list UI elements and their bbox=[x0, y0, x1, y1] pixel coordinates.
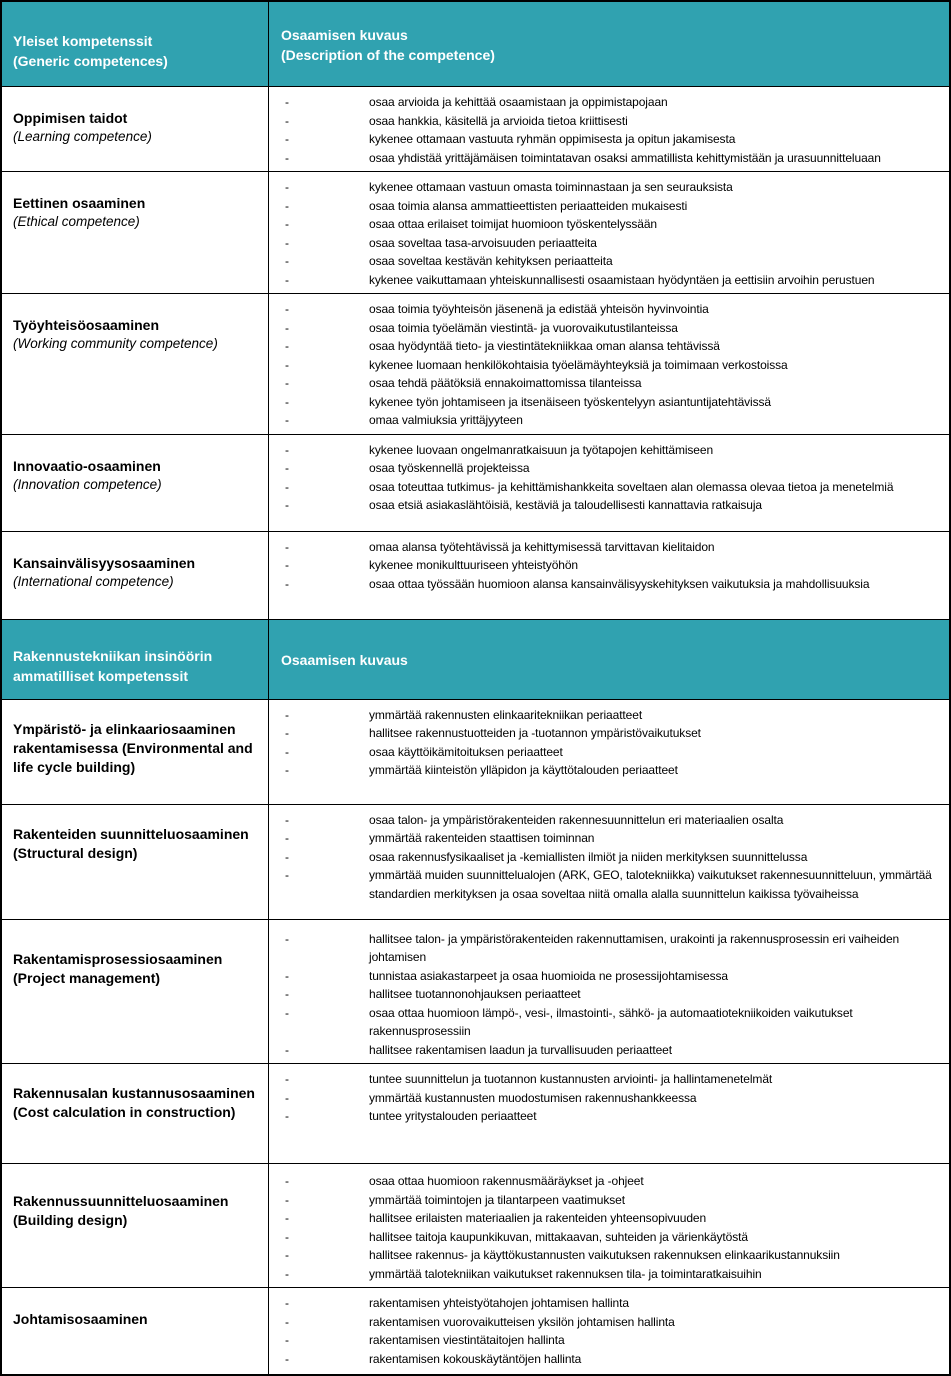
competence-title: Kansainvälisyysosaaminen bbox=[13, 554, 196, 571]
competence-title: Rakennusalan kustannusosaaminen (Cost calculation in construction) bbox=[13, 1085, 255, 1120]
description-cell bbox=[269, 1288, 949, 1374]
row-innovation-competence bbox=[2, 435, 949, 532]
bullet-text: osaa toteuttaa tutkimus- ja kehittämishankkeita soveltaen alan olemassa olevaa tietoa ja menetelmiä bbox=[369, 479, 894, 494]
competence-subtitle: (Ethical competence) bbox=[13, 214, 140, 229]
bullet-dash: - bbox=[285, 763, 289, 777]
bullet-item bbox=[269, 556, 945, 575]
bullet-item bbox=[269, 130, 945, 149]
bullet-text: tuntee suunnittelun ja tuotannon kustannusten arviointi- ja hallintamenetelmät bbox=[369, 1072, 773, 1086]
description-header-cell bbox=[269, 620, 949, 699]
bullet-dash: - bbox=[285, 461, 289, 475]
competence-cell bbox=[2, 435, 269, 531]
header-line: Osaamisen kuvaus bbox=[281, 652, 408, 668]
bullet-dash: - bbox=[285, 1229, 289, 1244]
competence-cell bbox=[2, 1164, 269, 1287]
bullet-text: rakentamisen kokouskäytäntöjen hallinta bbox=[369, 1351, 582, 1366]
competence-subtitle: (Learning competence) bbox=[13, 129, 152, 144]
bullet-dash: - bbox=[285, 539, 289, 554]
description-cell bbox=[269, 805, 949, 919]
bullet-item bbox=[269, 1265, 945, 1284]
bullet-dash: - bbox=[285, 150, 289, 165]
bullet-text: omaa alansa työtehtävissä ja kehittymisessä tarvittavan kielitaidon bbox=[369, 539, 715, 554]
bullet-dash: - bbox=[285, 254, 289, 268]
bullet-text: hallitsee taitoja kaupunkikuvan, mittakaavan, suhteiden ja värienkäytöstä bbox=[369, 1229, 748, 1244]
bullet-text: hallitsee talon- ja ympäristörakenteiden rakennuttamisen, urakointi ja rakennusprosessin eri vaiheiden johtamisen bbox=[369, 931, 900, 964]
bullet-dash: - bbox=[285, 1072, 289, 1086]
bullet-item bbox=[269, 1228, 945, 1247]
bullet-text: osaa ottaa erilaiset toimijat huomioon työskentelyssään bbox=[369, 217, 657, 231]
professional-competences-header-cell bbox=[2, 620, 269, 699]
bullet-item bbox=[269, 252, 945, 271]
bullet-item bbox=[269, 985, 945, 1004]
bullet-item bbox=[269, 271, 945, 290]
bullet-text: ymmärtää rakenteiden staattisen toiminnan bbox=[369, 831, 595, 845]
bullet-item bbox=[269, 1209, 945, 1228]
bullet-dash: - bbox=[285, 339, 289, 353]
bullet-text: osaa soveltaa tasa-arvoisuuden periaatteita bbox=[369, 235, 597, 250]
bullet-text: ymmärtää kustannusten muodostumisen rakennushankkeessa bbox=[369, 1090, 697, 1105]
bullet-dash: - bbox=[285, 442, 289, 457]
bullet-item bbox=[269, 1350, 945, 1369]
bullet-text: hallitsee rakennus- ja käyttökustannusten vaikutuksen rakennuksen elinkaarikustannuksiin bbox=[369, 1248, 840, 1262]
bullet-text: rakentamisen yhteistyötahojen johtamisen hallinta bbox=[369, 1296, 629, 1310]
row-structural-design bbox=[2, 805, 949, 920]
row-project-management bbox=[2, 920, 949, 1065]
bullet-dash: - bbox=[285, 558, 289, 572]
bullet-text: osaa ottaa huomioon rakennusmääräykset ja -ohjeet bbox=[369, 1174, 644, 1188]
competence-cell bbox=[2, 532, 269, 619]
competence-title: Johtamisosaaminen bbox=[13, 1311, 148, 1327]
bullet-item bbox=[269, 848, 945, 867]
description-cell bbox=[269, 294, 949, 434]
row-ethical-competence bbox=[2, 172, 949, 294]
bullet-item bbox=[269, 930, 945, 967]
bullet-text: tuntee yritystalouden periaatteet bbox=[369, 1109, 537, 1123]
bullet-dash: - bbox=[285, 1351, 289, 1366]
bullet-dash: - bbox=[285, 357, 289, 372]
competence-subtitle: (International competence) bbox=[13, 573, 174, 589]
competence-subtitle: (Working community competence) bbox=[13, 336, 218, 351]
bullet-item bbox=[269, 112, 945, 131]
competence-title: Työyhteisöosaaminen bbox=[13, 317, 160, 333]
competence-title: Eettinen osaaminen bbox=[13, 195, 146, 211]
competence-title: Rakennussuunnitteluosaaminen (Building design) bbox=[13, 1193, 229, 1228]
bullet-text: osaa etsiä asiakaslähtöisiä, kestäviä ja taloudellisesti kannattavia ratkaisuja bbox=[369, 498, 762, 512]
row-learning-competence bbox=[2, 87, 949, 172]
bullet-item bbox=[269, 1331, 945, 1350]
bullet-item bbox=[269, 441, 945, 460]
bullet-dash: - bbox=[285, 394, 289, 409]
bullet-item bbox=[269, 1313, 945, 1332]
bullet-item bbox=[269, 743, 945, 762]
description-cell bbox=[269, 700, 949, 804]
competence-cell bbox=[2, 805, 269, 919]
bullet-item bbox=[269, 1294, 945, 1313]
bullet-dash: - bbox=[285, 987, 289, 1001]
bullet-item bbox=[269, 478, 945, 497]
bullet-dash: - bbox=[285, 272, 289, 287]
description-cell bbox=[269, 435, 949, 531]
bullet-item bbox=[269, 178, 945, 197]
bullet-item bbox=[269, 811, 945, 830]
description-cell bbox=[269, 1064, 949, 1163]
bullet-dash: - bbox=[285, 1109, 289, 1123]
bullet-text: osaa tehdä päätöksiä ennakoimattomissa tilanteissa bbox=[369, 376, 642, 390]
row-working-community-competence bbox=[2, 294, 949, 435]
bullet-item bbox=[269, 1172, 945, 1191]
header-line: (Generic competences) bbox=[13, 53, 168, 69]
bullet-item bbox=[269, 1246, 945, 1265]
bullet-text: rakentamisen viestintätaitojen hallinta bbox=[369, 1333, 565, 1347]
competence-title: Ympäristö- ja elinkaariosaaminen rakentamisessa (Environmental and life cycle building) bbox=[13, 720, 253, 775]
bullet-text: hallitsee rakentamisen laadun ja turvallisuuden periaatteet bbox=[369, 1042, 672, 1057]
description-header-cell bbox=[269, 2, 949, 86]
bullet-item bbox=[269, 1070, 945, 1089]
bullet-item bbox=[269, 1004, 945, 1041]
bullet-text: rakentamisen vuorovaikutteisen yksilön johtamisen hallinta bbox=[369, 1314, 675, 1329]
bullet-dash: - bbox=[285, 1296, 289, 1310]
bullet-text: hallitsee tuotannonohjauksen periaatteet bbox=[369, 987, 581, 1001]
bullet-dash: - bbox=[285, 1174, 289, 1188]
bullet-text: ymmärtää muiden suunnittelualojen (ARK, GEO, talotekniikka) vaikutukset rakennesuunnitteluun, ymmärtää standardien merkityksen ja osaa soveltaa niitä omalla alalla suunnittelun kaikissa työvaiheissa bbox=[369, 868, 932, 901]
bullet-text: tunnistaa asiakastarpeet ja osaa huomioida ne prosessijohtamisessa bbox=[369, 968, 728, 983]
professional-competences-header-row bbox=[2, 620, 949, 700]
competence-title: Rakenteiden suunnitteluosaaminen (Structural design) bbox=[13, 825, 249, 861]
row-leadership-competence bbox=[2, 1288, 949, 1374]
bullet-text: osaa hankkia, käsitellä ja arvioida tietoa kriittisesti bbox=[369, 113, 628, 128]
bullet-text: hallitsee erilaisten materiaalien ja rakenteiden yhteensopivuuden bbox=[369, 1211, 707, 1225]
bullet-text: osaa toimia alansa ammattieettisten periaatteiden mukaisesti bbox=[369, 198, 688, 213]
bullet-text: hallitsee rakennustuotteiden ja -tuotannon ympäristövaikutukset bbox=[369, 726, 701, 740]
description-cell bbox=[269, 1164, 949, 1287]
bullet-item bbox=[269, 575, 945, 594]
bullet-dash: - bbox=[285, 1005, 289, 1020]
bullet-text: omaa valmiuksia yrittäjyyteen bbox=[369, 413, 523, 427]
bullet-item bbox=[269, 496, 945, 515]
bullet-item bbox=[269, 374, 945, 393]
row-international-competence bbox=[2, 532, 949, 620]
bullet-item bbox=[269, 215, 945, 234]
bullet-text: kykenee monikulttuuriseen yhteistyöhön bbox=[369, 558, 578, 572]
competence-cell bbox=[2, 920, 269, 1064]
bullet-text: osaa ottaa työssään huomioon alansa kansainvälisyyskehityksen vaikutuksia ja mahdollisuuksia bbox=[369, 576, 870, 591]
bullet-text: osaa talon- ja ympäristörakenteiden rakennesuunnittelun eri materiaalien osalta bbox=[369, 812, 784, 827]
competence-cell bbox=[2, 1288, 269, 1374]
bullet-dash: - bbox=[285, 849, 289, 864]
bullet-item bbox=[269, 1041, 945, 1060]
bullet-dash: - bbox=[285, 831, 289, 845]
header-line: Rakennustekniikan insinöörin bbox=[13, 648, 213, 664]
bullet-text: kykenee vaikuttamaan yhteiskunnallisesti osaamistaan hyödyntäen ja eettisiin arvoihin perustuen bbox=[369, 272, 875, 287]
bullet-text: osaa arvioida ja kehittää osaamistaan ja oppimistapojaan bbox=[369, 95, 668, 109]
bullet-text: osaa toimia työelämän viestintä- ja vuorovaikutustilanteissa bbox=[369, 320, 678, 335]
bullet-item bbox=[269, 967, 945, 986]
header-line: ammatilliset kompetenssit bbox=[13, 668, 189, 684]
description-cell bbox=[269, 87, 949, 171]
bullet-dash: - bbox=[285, 576, 289, 591]
bullet-dash: - bbox=[285, 180, 289, 194]
bullet-dash: - bbox=[285, 235, 289, 250]
competence-cell bbox=[2, 700, 269, 804]
bullet-item bbox=[269, 1107, 945, 1126]
bullet-text: kykenee ottamaan vastuun omasta toiminnastaan ja sen seurauksista bbox=[369, 180, 733, 194]
bullet-item bbox=[269, 538, 945, 557]
bullet-item bbox=[269, 1191, 945, 1210]
bullet-dash: - bbox=[285, 95, 289, 109]
header-line: Osaamisen kuvaus bbox=[281, 27, 408, 43]
competence-title: Rakentamisprosessiosaaminen (Project management) bbox=[13, 950, 223, 986]
bullet-item bbox=[269, 829, 945, 848]
bullet-item bbox=[269, 319, 945, 338]
bullet-item bbox=[269, 866, 945, 903]
bullet-item bbox=[269, 149, 945, 168]
generic-competences-header-cell bbox=[2, 2, 269, 86]
bullet-text: osaa käyttöikämitoituksen periaatteet bbox=[369, 744, 563, 759]
bullet-text: ymmärtää talotekniikan vaikutukset rakennuksen tila- ja toimintaratkaisuihin bbox=[369, 1266, 762, 1281]
bullet-item bbox=[269, 459, 945, 478]
bullet-text: kykenee luomaan henkilökohtaisia työelämäyhteyksiä ja toimimaan verkostoissa bbox=[369, 357, 788, 372]
bullet-dash: - bbox=[285, 302, 289, 316]
bullet-dash: - bbox=[285, 1248, 289, 1262]
bullet-dash: - bbox=[285, 1192, 289, 1207]
row-cost-calculation bbox=[2, 1064, 949, 1164]
competence-cell bbox=[2, 294, 269, 434]
bullet-item bbox=[269, 356, 945, 375]
bullet-text: osaa yhdistää yrittäjämäisen toimintatavan osaksi ammatillista kehittymistään ja urasuunnitteluaan bbox=[369, 150, 881, 165]
bullet-item bbox=[269, 234, 945, 253]
bullet-text: osaa hyödyntää tieto- ja viestintätekniikkaa oman alansa tehtävissä bbox=[369, 339, 720, 353]
description-cell bbox=[269, 532, 949, 619]
bullet-text: kykenee ottamaan vastuuta ryhmän oppimisesta ja opitun jakamisesta bbox=[369, 132, 736, 146]
bullet-text: osaa soveltaa kestävän kehityksen periaatteita bbox=[369, 254, 613, 268]
bullet-item bbox=[269, 393, 945, 412]
row-building-design bbox=[2, 1164, 949, 1288]
bullet-item bbox=[269, 197, 945, 216]
header-line: Yleiset kompetenssit bbox=[13, 33, 153, 49]
bullet-dash: - bbox=[285, 1042, 289, 1057]
bullet-text: osaa ottaa huomioon lämpö-, vesi-, ilmastointi-, sähkö- ja automaatiotekniikoiden vaikutukset rakennusprosessiin bbox=[369, 1005, 853, 1038]
bullet-dash: - bbox=[285, 217, 289, 231]
bullet-item bbox=[269, 93, 945, 112]
competence-cell bbox=[2, 87, 269, 171]
competence-title: Innovaatio-osaaminen bbox=[13, 457, 161, 474]
description-cell bbox=[269, 172, 949, 293]
bullet-text: osaa rakennusfysikaaliset ja -kemiallisten ilmiöt ja niiden merkityksen suunnittelussa bbox=[369, 849, 808, 864]
bullet-dash: - bbox=[285, 1090, 289, 1105]
bullet-dash: - bbox=[285, 1266, 289, 1281]
bullet-text: ymmärtää toimintojen ja tilantarpeen vaatimukset bbox=[369, 1192, 625, 1207]
header-line: (Description of the competence) bbox=[281, 47, 495, 63]
bullet-item bbox=[269, 761, 945, 780]
bullet-dash: - bbox=[285, 1211, 289, 1225]
description-cell bbox=[269, 920, 949, 1064]
bullet-dash: - bbox=[285, 931, 289, 946]
bullet-dash: - bbox=[285, 320, 289, 335]
bullet-dash: - bbox=[285, 968, 289, 983]
bullet-text: ymmärtää kiinteistön ylläpidon ja käyttötalouden periaatteet bbox=[369, 763, 678, 777]
bullet-dash: - bbox=[285, 113, 289, 128]
competence-subtitle: (Innovation competence) bbox=[13, 476, 162, 492]
bullet-text: kykenee työn johtamiseen ja itsenäiseen työskentelyyn asiantuntijatehtävissä bbox=[369, 394, 771, 409]
bullet-item bbox=[269, 724, 945, 743]
bullet-item bbox=[269, 706, 945, 725]
bullet-item bbox=[269, 1089, 945, 1108]
bullet-item bbox=[269, 300, 945, 319]
bullet-dash: - bbox=[285, 707, 289, 722]
row-environmental-life-cycle bbox=[2, 700, 949, 805]
bullet-item bbox=[269, 411, 945, 430]
bullet-dash: - bbox=[285, 812, 289, 827]
bullet-dash: - bbox=[285, 376, 289, 390]
bullet-dash: - bbox=[285, 1314, 289, 1329]
bullet-dash: - bbox=[285, 498, 289, 512]
bullet-text: osaa työskennellä projekteissa bbox=[369, 461, 530, 475]
bullet-dash: - bbox=[285, 198, 289, 213]
competence-cell bbox=[2, 1064, 269, 1163]
competence-title: Oppimisen taidot bbox=[13, 110, 128, 126]
generic-competences-header-row bbox=[2, 2, 949, 87]
bullet-dash: - bbox=[285, 868, 289, 882]
bullet-dash: - bbox=[285, 744, 289, 759]
bullet-dash: - bbox=[285, 1333, 289, 1347]
bullet-dash: - bbox=[285, 413, 289, 427]
bullet-dash: - bbox=[285, 726, 289, 740]
bullet-dash: - bbox=[285, 132, 289, 146]
bullet-dash: - bbox=[285, 479, 289, 494]
bullet-text: kykenee luovaan ongelmanratkaisuun ja työtapojen kehittämiseen bbox=[369, 442, 714, 457]
competence-cell bbox=[2, 172, 269, 293]
bullet-text: ymmärtää rakennusten elinkaaritekniikan periaatteet bbox=[369, 707, 643, 722]
bullet-item bbox=[269, 337, 945, 356]
bullet-text: osaa toimia työyhteisön jäsenenä ja edistää yhteisön hyvinvointia bbox=[369, 302, 709, 316]
